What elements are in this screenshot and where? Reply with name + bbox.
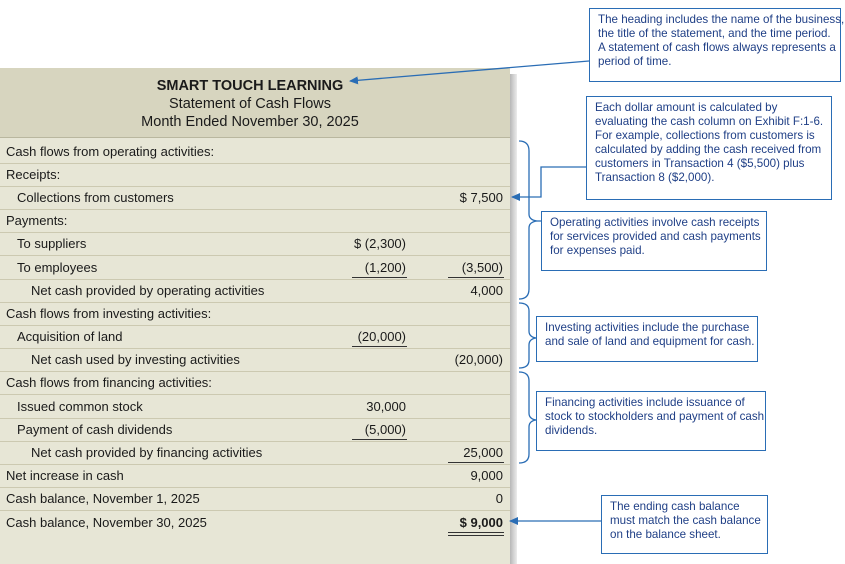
callout-line: The heading includes the name of the business,	[598, 13, 845, 26]
amount-col2: 25,000	[463, 445, 503, 460]
company-name: SMART TOUCH LEARNING	[156, 78, 344, 94]
row-label: Payments:	[6, 213, 68, 228]
row-label: Cash balance, November 30, 2025	[6, 515, 207, 530]
callout-line: For example, collections from customers is	[595, 129, 815, 142]
amount-col2: 9,000	[470, 468, 503, 483]
row-label: Cash flows from financing activities:	[6, 375, 212, 390]
callout-line: The ending cash balance	[610, 500, 740, 513]
row-label: To suppliers	[17, 236, 87, 251]
amount-col2: 0	[495, 491, 503, 506]
amount-col2: (3,500)	[461, 260, 503, 275]
row-label: Cash flows from investing activities:	[6, 306, 212, 321]
row-label: Receipts:	[6, 167, 61, 182]
amount-col1: (5,000)	[364, 422, 406, 437]
row-label: Net increase in cash	[6, 468, 124, 483]
callout-line: Each dollar amount is calculated by	[595, 101, 778, 114]
callout-line: period of time.	[598, 55, 672, 68]
callout-line: Investing activities include the purchase	[545, 321, 750, 334]
amount-col1: (20,000)	[357, 329, 406, 344]
amount-col1: 30,000	[366, 399, 406, 414]
amount-col2: (20,000)	[454, 352, 503, 367]
operating-brace	[519, 141, 537, 299]
row-label: Net cash provided by financing activities	[31, 445, 263, 460]
callout-line: Financing activities include issuance of	[545, 396, 745, 409]
row-label: Cash balance, November 1, 2025	[6, 491, 200, 506]
callout-line: and sale of land and equipment for cash.	[545, 335, 755, 348]
callout-line: the title of the statement, and the time period.	[598, 27, 831, 40]
callout-line: Transaction 8 ($2,000).	[595, 171, 715, 184]
callout-line: A statement of cash flows always represents a	[598, 41, 836, 54]
amount-col2: 4,000	[470, 283, 503, 298]
callout-heading	[589, 8, 845, 82]
row-label: Acquisition of land	[17, 329, 123, 344]
row-label: Net cash provided by operating activities	[31, 283, 265, 298]
amount-col1: (1,200)	[364, 260, 406, 275]
callout-line: dividends.	[545, 424, 598, 437]
callout-line: calculated by adding the cash received from	[595, 143, 822, 156]
amount-col1: $ (2,300)	[353, 236, 406, 251]
statement-title: Statement of Cash Flows	[169, 96, 331, 112]
row-label: Cash flows from operating activities:	[6, 144, 215, 159]
investing-brace	[519, 303, 536, 368]
dollar-arrow	[512, 167, 586, 197]
statement-period: Month Ended November 30, 2025	[141, 114, 359, 130]
callout-line: must match the cash balance	[610, 514, 761, 527]
amount-col2: $ 7,500	[459, 190, 503, 205]
callout-financing	[536, 391, 766, 451]
row-label: Issued common stock	[17, 399, 143, 414]
row-label: Net cash used by investing activities	[31, 352, 240, 367]
callout-dollar-amount	[586, 96, 832, 200]
row-label: To employees	[17, 260, 98, 275]
callout-ending-balance	[601, 495, 768, 554]
callout-line: customers in Transaction 4 ($5,500) plus	[595, 157, 805, 170]
callout-line: on the balance sheet.	[610, 528, 721, 541]
callout-line: evaluating the cash column on Exhibit F:1-6.	[595, 115, 824, 128]
financing-brace	[519, 372, 536, 463]
callout-operating	[541, 211, 767, 271]
callout-line: for expenses paid.	[550, 244, 645, 257]
callout-investing	[536, 316, 758, 362]
row-label: Collections from customers	[17, 190, 174, 205]
amount-col2: $ 9,000	[459, 515, 503, 530]
callout-line: stock to stockholders and payment of cash	[545, 410, 765, 423]
heading-arrow	[350, 61, 589, 81]
callout-line: Operating activities involve cash receipts	[550, 216, 760, 229]
row-label: Payment of cash dividends	[17, 422, 173, 437]
callout-line: for services provided and cash payments	[550, 230, 761, 243]
